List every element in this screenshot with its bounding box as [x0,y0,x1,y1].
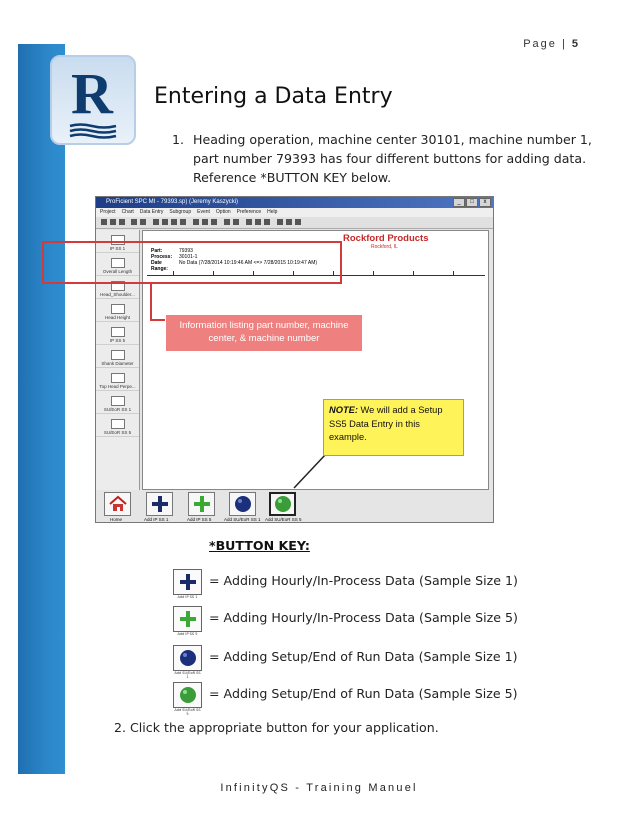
key-icon-box [173,569,202,595]
info-part-value: 79393 [179,248,193,254]
key-description: = Adding Setup/End of Run Data (Sample Size 1) [209,649,518,664]
blue-circle-icon [233,494,253,514]
info-date-label: Date Range: [151,260,168,272]
company-logo: R [50,55,136,145]
app-button-bar [96,491,493,522]
menu-data-entry[interactable]: Data Entry [139,209,164,215]
chart-title: Rockford Products [343,233,429,244]
chart-list-item[interactable]: Top Head Perpe... [96,368,139,391]
maximize-icon[interactable]: □ [466,198,478,207]
button-key-heading: *BUTTON KEY: [209,538,310,553]
callout-connector [150,319,165,321]
key-description: = Adding Hourly/In-Process Data (Sample Size 1) [209,573,518,588]
app-window-title: ProFicient SPC MI - 79393.sp) (Jeremy Kaszycki) _ □ x [96,197,493,208]
key-description: = Adding Setup/End of Run Data (Sample Size 5) [209,686,518,701]
key-icon-caption: Add SU/EoR SS 1 [174,671,201,679]
chart-list-item[interactable]: SU/EoR SS 1 [96,391,139,414]
home-button[interactable] [104,492,131,516]
key-icon-box [173,682,202,708]
page-title: Entering a Data Entry [154,84,393,109]
axis-tick [413,271,414,276]
menu-preference[interactable]: Preference [236,209,262,215]
info-highlight-box [42,241,342,284]
blue-plus-icon [178,572,198,592]
app-menu-bar [96,208,493,217]
info-date-value: No Data (7/28/2014 10:19:46 AM <=> 7/28/2015 10:19:47 AM) [179,260,318,266]
green-plus-icon [192,494,212,514]
chart-list-item[interactable]: Shank Diameter [96,345,139,368]
minimize-icon[interactable]: _ [453,198,465,207]
chart-list-item[interactable]: SU/EoR SS 5 [96,414,139,437]
step-2: 2. Click the appropriate button for your application. [114,720,439,735]
key-icon-box [173,645,202,671]
add-su-eor-ss1-label: Add SU/EoR SS 1 [224,517,261,522]
add-ip-ss5-label: Add IP SS 5 [187,517,212,522]
menu-subgroup[interactable]: Subgroup [169,209,192,215]
key-icon-box [173,606,202,632]
axis-tick [453,271,454,276]
step-1-text: Heading operation, machine center 30101, machine number 1, part number 79393 has four different buttons for adding data. Reference *BUTTON KEY below. [193,132,592,185]
green-circle-icon [178,685,198,705]
chart-list-item[interactable]: IP SS 1 [96,230,139,253]
key-row-ip-ss1 [173,569,593,597]
info-part-label: Part: [151,248,163,254]
add-su-eor-ss5-button[interactable] [269,492,296,516]
menu-option[interactable]: Option [215,209,231,215]
blue-circle-icon [178,648,198,668]
note-callout [323,399,464,456]
info-process-value: 30101-1 [179,254,198,260]
chart-list-item[interactable]: Head Height [96,299,139,322]
page-footer: InfinityQS - Training Manuel [220,782,418,794]
green-circle-icon [273,494,293,514]
key-row-ip-ss5 [173,606,593,634]
add-ip-ss1-button[interactable] [146,492,173,516]
note-label: NOTE: [329,405,358,415]
axis-tick [373,271,374,276]
chart-subtitle: Rockford, IL [371,244,398,250]
info-process-label: Process: [151,254,173,260]
callout-connector [150,283,152,321]
add-ip-ss5-button[interactable] [188,492,215,516]
key-row-su-eor-ss5 [173,682,593,716]
green-plus-icon [178,609,198,629]
key-description: = Adding Hourly/In-Process Data (Sample Size 5) [209,610,518,625]
chart-list-item[interactable]: Overall Length [96,253,139,276]
menu-chart[interactable]: Chart [121,209,134,215]
menu-project[interactable]: Project [100,209,116,215]
chart-list-item[interactable]: Head_Shoulder... [96,276,139,299]
step-1 [173,130,605,187]
menu-event[interactable]: Event [197,209,210,215]
toolbar-icons[interactable] [99,217,349,228]
note-text: We will add a Setup SS5 Data Entry in this example. [329,405,443,442]
home-icon [108,495,128,513]
menu-help[interactable]: Help [267,209,278,215]
add-su-eor-ss1-button[interactable] [229,492,256,516]
step-1-number: 1. [172,132,185,147]
app-toolbar [96,217,493,229]
key-row-su-eor-ss1 [173,645,593,679]
home-button-label: Home [110,517,123,522]
key-icon-caption: Add IP SS 5 [177,632,198,636]
left-margin-bar [18,44,65,774]
blue-plus-icon [150,494,170,514]
add-ip-ss1-label: Add IP SS 1 [144,517,169,522]
add-su-eor-ss5-label: Add SU/EoR SS 5 [265,517,302,522]
page-number: Page | 5 [523,38,580,50]
close-icon[interactable]: x [479,198,491,207]
key-icon-caption: Add SU/EoR SS 5 [174,708,201,716]
chart-list-item[interactable]: IP SS 5 [96,322,139,345]
info-callout: Information listing part number, machine center, & machine number [166,315,362,351]
key-icon-caption: Add IP SS 1 [177,595,198,599]
note-pointer [290,452,330,492]
